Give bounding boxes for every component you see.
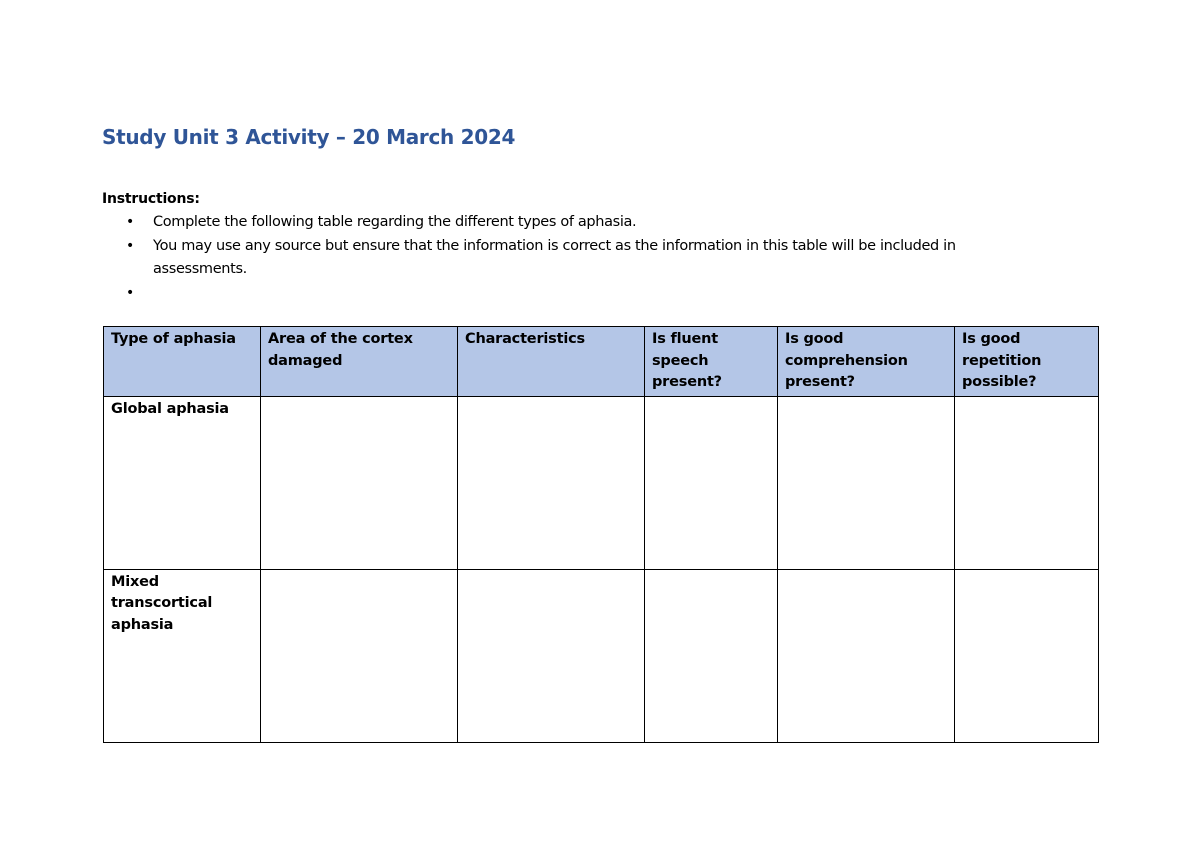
header-repetition: Is good repetition possible? xyxy=(955,327,1099,397)
instruction-text: You may use any source but ensure that the information is correct as the information in this table will be included in assessments. xyxy=(153,237,956,277)
list-item xyxy=(102,282,1022,306)
table-row xyxy=(104,569,1099,742)
cell-repetition[interactable] xyxy=(955,396,1099,569)
bullet-icon: • xyxy=(126,237,134,254)
cell-characteristics[interactable] xyxy=(458,396,645,569)
header-area-of-cortex: Area of the cortex damaged xyxy=(261,327,458,397)
instruction-text: Complete the following table regarding the different types of aphasia. xyxy=(153,214,637,230)
page-title: Study Unit 3 Activity – 20 March 2024 xyxy=(102,125,516,149)
header-type-of-aphasia: Type of aphasia xyxy=(104,327,261,397)
cell-fluent-speech[interactable] xyxy=(645,569,778,742)
cell-type: Global aphasia xyxy=(104,396,261,569)
list-item xyxy=(102,235,1022,282)
bullet-icon: • xyxy=(126,214,134,230)
header-fluent-speech: Is fluent speech present? xyxy=(645,327,778,397)
bullet-icon: • xyxy=(126,284,134,301)
header-comprehension: Is good comprehension present? xyxy=(778,327,955,397)
table-header-row xyxy=(104,327,1099,397)
aphasia-table xyxy=(103,326,1099,743)
cell-comprehension[interactable] xyxy=(778,569,955,742)
instructions-list xyxy=(102,211,1022,305)
cell-area[interactable] xyxy=(261,569,458,742)
instructions-heading: Instructions: xyxy=(102,191,200,207)
cell-characteristics[interactable] xyxy=(458,569,645,742)
cell-area[interactable] xyxy=(261,396,458,569)
cell-type: Mixed transcortical aphasia xyxy=(104,569,261,742)
cell-repetition[interactable] xyxy=(955,569,1099,742)
list-item xyxy=(102,211,1022,235)
cell-fluent-speech[interactable] xyxy=(645,396,778,569)
header-characteristics: Characteristics xyxy=(458,327,645,397)
table-row xyxy=(104,396,1099,569)
cell-comprehension[interactable] xyxy=(778,396,955,569)
